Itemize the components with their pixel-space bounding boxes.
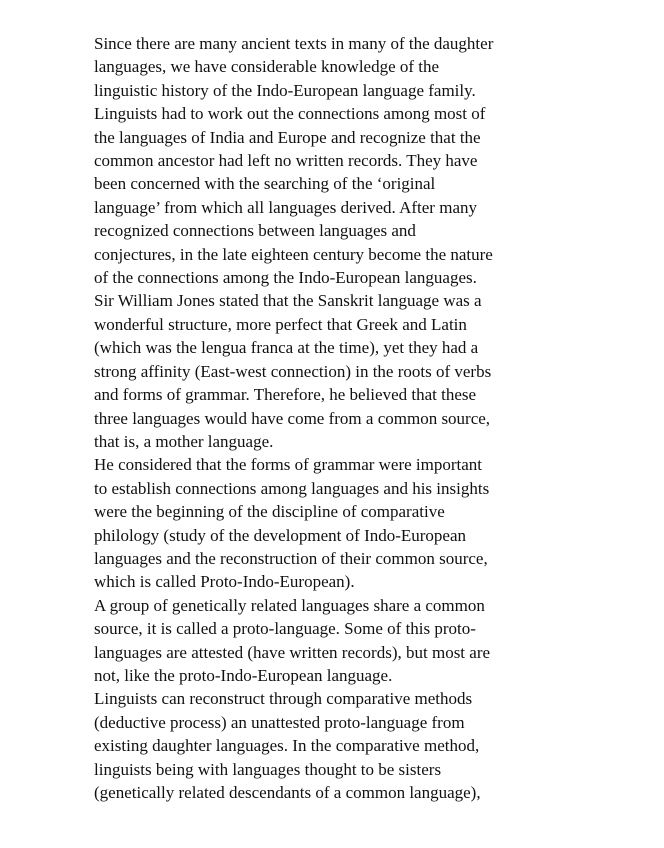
text-line: which is called Proto-Indo-European). xyxy=(94,572,355,592)
text-line: Sir William Jones stated that the Sanskrit language was a xyxy=(94,291,482,311)
text-line: Since there are many ancient texts in many of the daughter xyxy=(94,34,494,53)
text-line: languages are attested (have written records), but most are xyxy=(94,642,491,662)
text-line: philology (study of the development of Indo-European xyxy=(94,525,467,545)
paragraph xyxy=(94,289,572,453)
text-line: and forms of grammar. Therefore, he believed that these xyxy=(94,385,477,405)
text-line: existing daughter languages. In the comparative method, xyxy=(94,736,480,756)
text-line: common ancestor had left no written records. They have xyxy=(94,151,478,171)
text-line: Linguists can reconstruct through comparative methods xyxy=(94,689,473,709)
text-line: (which was the lengua franca at the time), yet they had a xyxy=(94,338,479,358)
document-page xyxy=(94,32,572,804)
text-line: language’ from which all languages derived. After many xyxy=(94,197,477,217)
text-line: recognized connections between languages and xyxy=(94,221,416,241)
text-line: been concerned with the searching of the ‘original xyxy=(94,174,436,194)
paragraph xyxy=(94,687,572,804)
text-line: source, it is called a proto-language. Some of this proto- xyxy=(94,619,476,639)
text-line: to establish connections among languages and his insights xyxy=(94,478,490,498)
text-line: that is, a mother language. xyxy=(94,431,274,451)
text-line: (deductive process) an unattested proto-language from xyxy=(94,712,465,732)
text-line: of the connections among the Indo-European languages. xyxy=(94,268,477,288)
text-line: languages and the reconstruction of their common source, xyxy=(94,548,488,568)
text-line: linguistic history of the Indo-European language family. xyxy=(94,80,476,100)
text-line: three languages would have come from a common source, xyxy=(94,408,491,428)
text-line: were the beginning of the discipline of comparative xyxy=(94,502,445,522)
text-line: not, like the proto-Indo-European language. xyxy=(94,665,393,685)
text-line: Linguists had to work out the connections among most of xyxy=(94,104,486,124)
text-line: (genetically related descendants of a common language), xyxy=(94,783,481,802)
paragraph xyxy=(94,453,572,593)
paragraph xyxy=(94,594,572,688)
paragraph xyxy=(94,32,572,102)
text-line: the languages of India and Europe and recognize that the xyxy=(94,127,481,147)
text-line: He considered that the forms of grammar were important xyxy=(94,455,483,475)
text-line: conjectures, in the late eighteen century become the nature xyxy=(94,244,493,264)
text-line: languages, we have considerable knowledge of the xyxy=(94,57,440,77)
text-line: linguists being with languages thought to be sisters xyxy=(94,759,442,779)
text-line: A group of genetically related languages share a common xyxy=(94,595,485,615)
text-line: strong affinity (East-west connection) in the roots of verbs xyxy=(94,361,492,381)
text-line: wonderful structure, more perfect that Greek and Latin xyxy=(94,314,467,334)
paragraph xyxy=(94,102,572,289)
